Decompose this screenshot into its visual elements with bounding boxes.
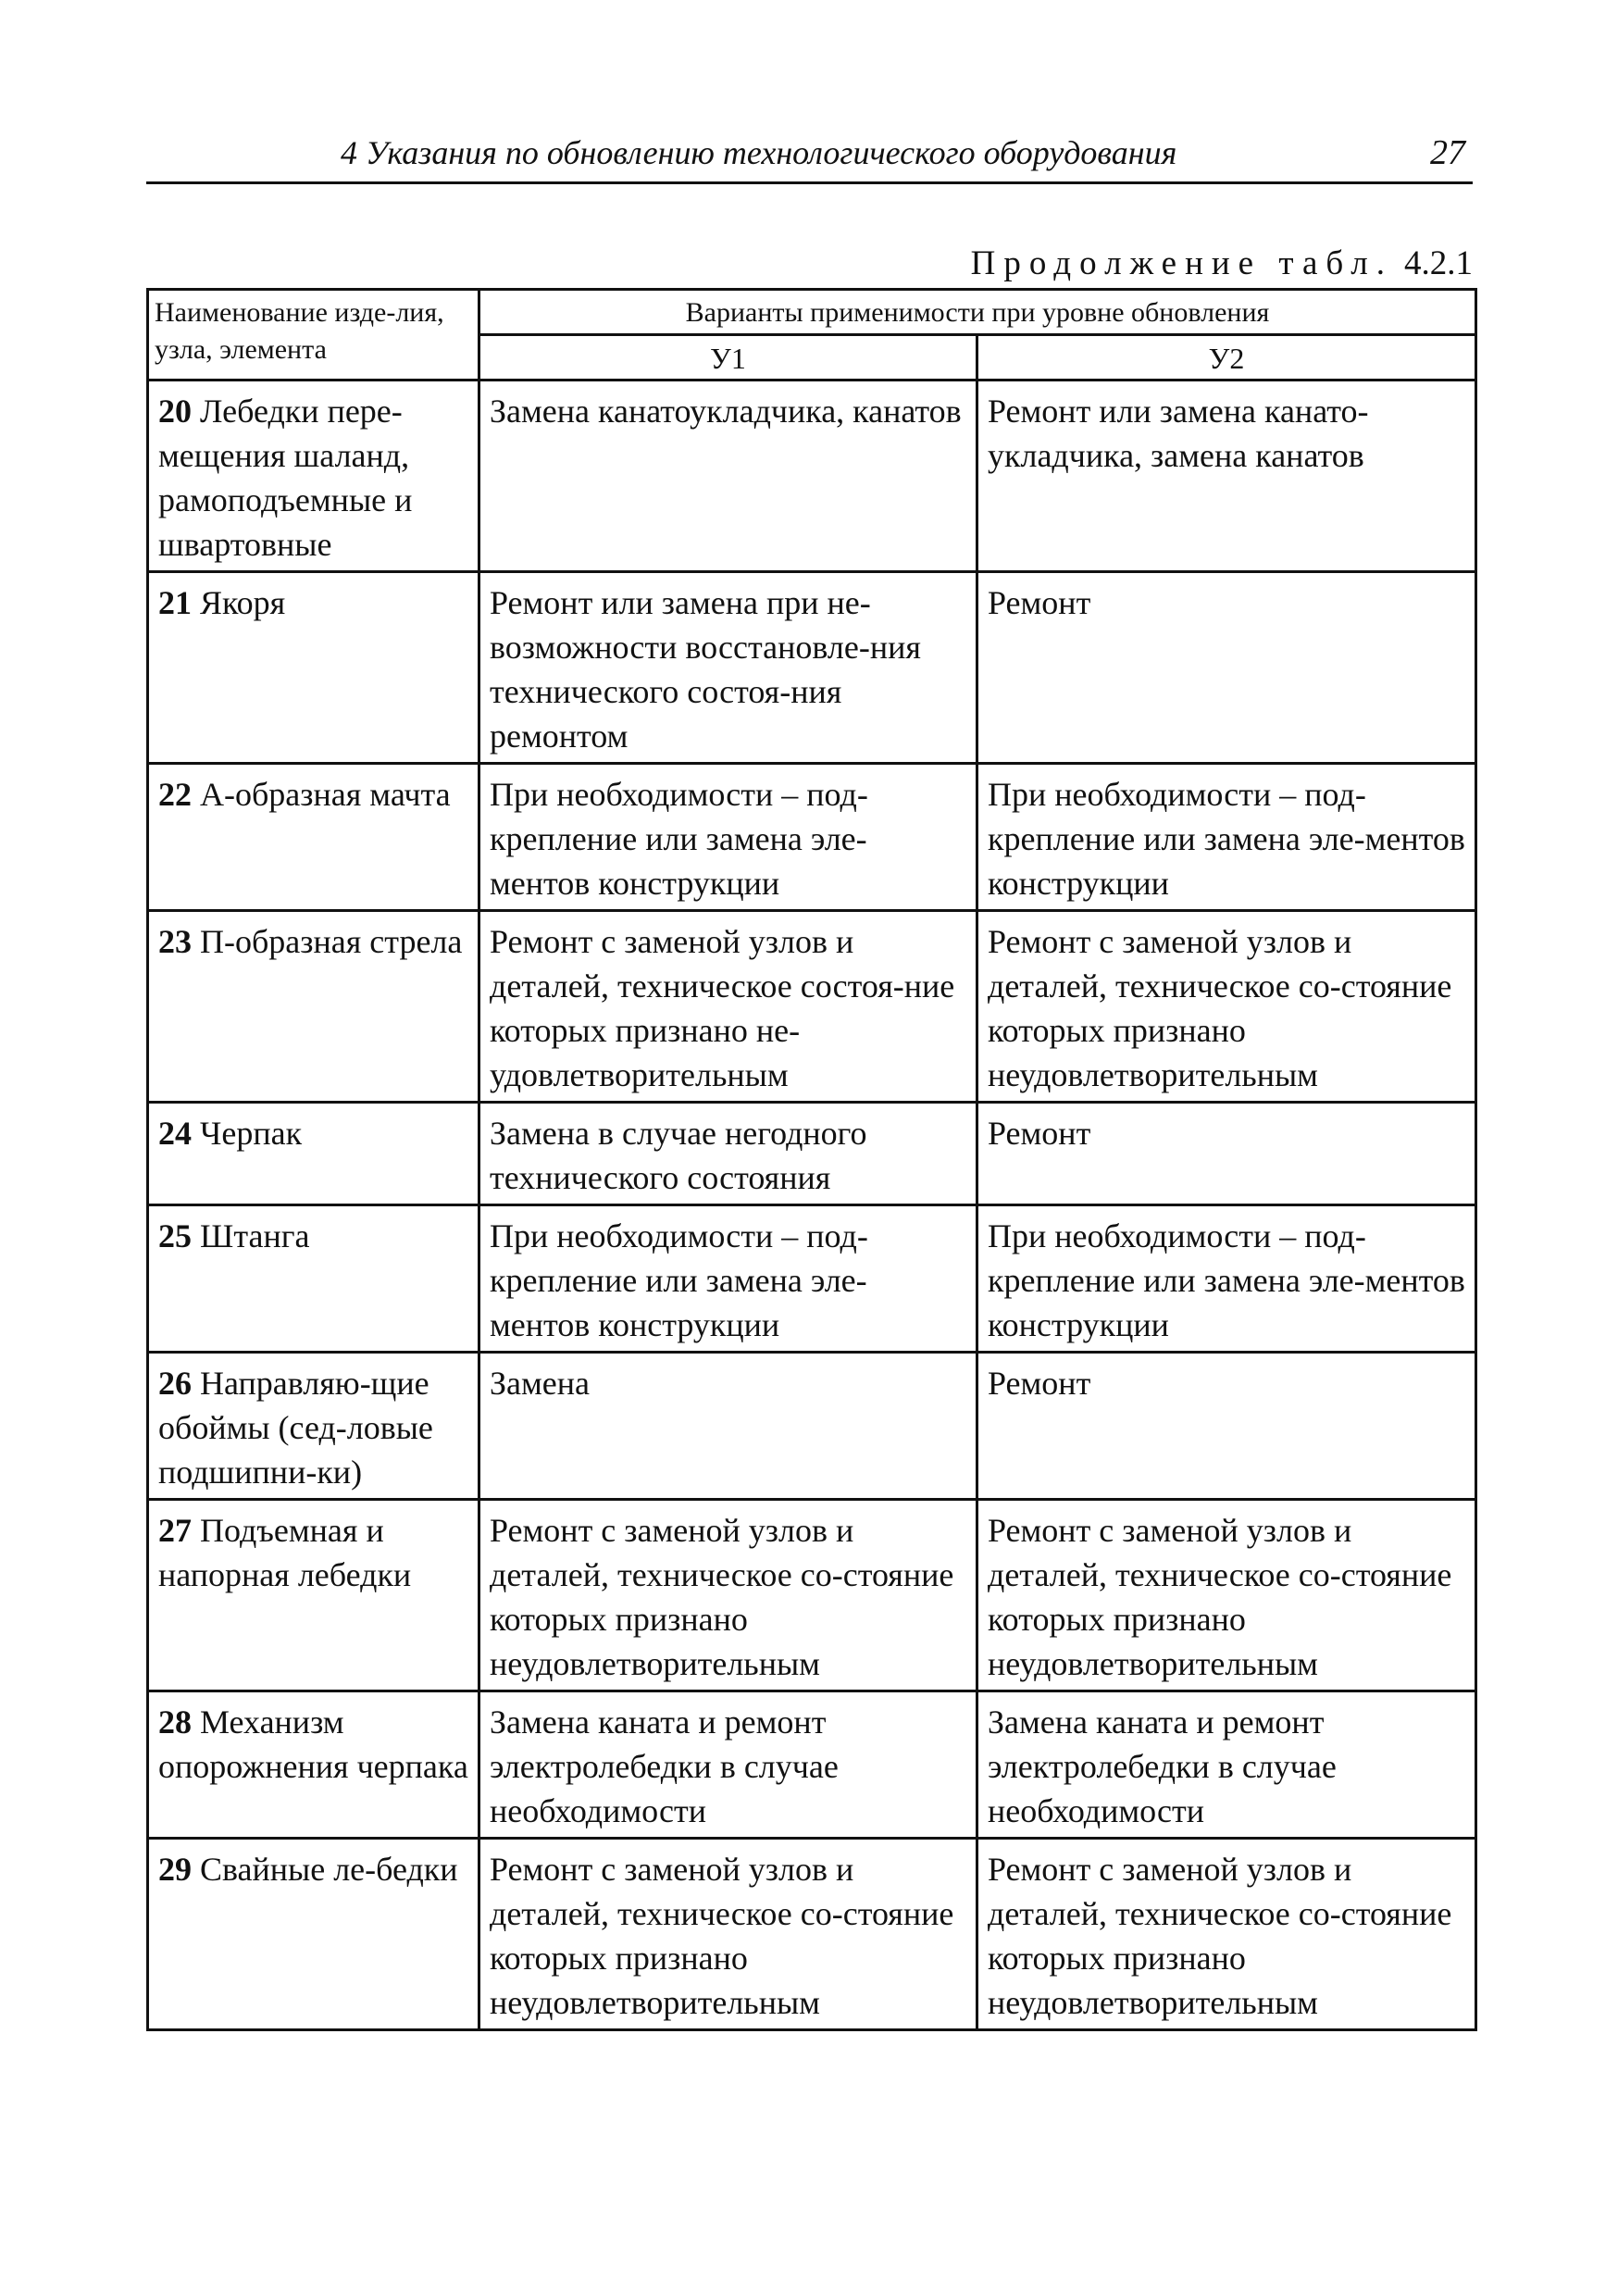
table-caption-number: 4.2.1 [1404,244,1473,282]
item-name-cell [148,1500,479,1691]
table-row [148,381,1476,572]
table-row [148,1691,1476,1839]
variant-u2-cell: Ремонт [977,1103,1476,1205]
table-row [148,1205,1476,1353]
variant-u1-cell: Замена канатоукладчика, канатов [479,381,977,572]
table-row [148,1353,1476,1500]
item-name: Штанга [200,1217,310,1254]
item-name: Свайные ле-бедки [200,1851,458,1888]
page-header [146,130,1473,184]
table-row [148,1500,1476,1691]
variant-u1-cell: Ремонт с заменой узлов и деталей, техническое со-стояние которых признано неудовлетворительным [479,1839,977,2030]
equipment-table [146,288,1477,2031]
table-caption-label: Продолжение табл. [970,244,1393,282]
variant-u2-cell: Ремонт с заменой узлов и деталей, техническое со-стояние которых признано неудовлетворительным [977,1839,1476,2030]
item-number: 21 [158,584,192,621]
item-name-cell [148,1103,479,1205]
variant-u1-cell: При необходимости – под-крепление или замена эле-ментов конструкции [479,764,977,911]
variant-u2-cell: Ремонт с заменой узлов и деталей, техническое со-стояние которых признано неудовлетворительным [977,1500,1476,1691]
page-number: 27 [1430,133,1465,172]
table-caption [971,243,1473,285]
item-number: 26 [158,1365,192,1402]
item-name: Лебедки пере-мещения шаланд, рамоподъемные и швартовные [158,393,413,563]
table-body [148,381,1476,2030]
item-name-cell [148,381,479,572]
variant-u1-cell: Замена каната и ремонт электролебедки в случае необходимости [479,1691,977,1839]
item-number: 24 [158,1115,192,1152]
item-number: 25 [158,1217,192,1254]
item-name: П-образная стрела [200,923,463,960]
table-row [148,911,1476,1103]
table-row [148,1103,1476,1205]
item-number: 22 [158,776,192,813]
column-header-u2: У2 [977,335,1476,381]
variant-u1-cell: Ремонт с заменой узлов и деталей, техническое со-стояние которых признано неудовлетворительным [479,1500,977,1691]
item-name: Направляю-щие обоймы (сед-ловые подшипни-ки) [158,1365,433,1491]
item-number: 20 [158,393,192,430]
table-row [148,764,1476,911]
variant-u1-cell: При необходимости – под-крепление или замена эле-ментов конструкции [479,1205,977,1353]
variant-u2-cell: При необходимости – под-крепление или замена эле-ментов конструкции [977,764,1476,911]
table-row [148,572,1476,764]
item-name-cell [148,764,479,911]
item-name-cell [148,1205,479,1353]
variant-u1-cell: Замена в случае негодного технического состояния [479,1103,977,1205]
variant-u2-cell: При необходимости – под-крепление или замена эле-ментов конструкции [977,1205,1476,1353]
variant-u1-cell: Ремонт с заменой узлов и деталей, техническое состоя-ние которых признано не-удовлетворительным [479,911,977,1103]
item-name: Черпак [200,1115,303,1152]
column-header-name: Наименование изде-лия, узла, элемента [148,290,479,381]
variant-u2-cell: Ремонт или замена канато-укладчика, замена канатов [977,381,1476,572]
item-name-cell [148,1839,479,2030]
variant-u2-cell: Ремонт [977,572,1476,764]
item-name: Механизм опорожнения черпака [158,1703,468,1785]
item-number: 29 [158,1851,192,1888]
variant-u1-cell: Ремонт или замена при не-возможности восстановле-ния технического состоя-ния ремонтом [479,572,977,764]
item-name: Подъемная и напорная лебедки [158,1512,412,1593]
column-header-variants: Варианты применимости при уровне обновления [479,290,1476,335]
item-number: 27 [158,1512,192,1549]
item-name-cell [148,911,479,1103]
running-head-title: 4 Указания по обновлению технологического оборудования [341,134,1177,171]
column-header-u1: У1 [479,335,977,381]
item-name-cell [148,1353,479,1500]
item-number: 23 [158,923,192,960]
item-name-cell [148,572,479,764]
table-head [148,290,1476,381]
item-name: Якоря [200,584,286,621]
variant-u2-cell: Ремонт с заменой узлов и деталей, техническое со-стояние которых признано неудовлетворительным [977,911,1476,1103]
item-name: А-образная мачта [200,776,451,813]
item-number: 28 [158,1703,192,1741]
variant-u1-cell: Замена [479,1353,977,1500]
table-row [148,1839,1476,2030]
table-header-row [148,290,1476,335]
variant-u2-cell: Замена каната и ремонт электролебедки в случае необходимости [977,1691,1476,1839]
item-name-cell [148,1691,479,1839]
variant-u2-cell: Ремонт [977,1353,1476,1500]
